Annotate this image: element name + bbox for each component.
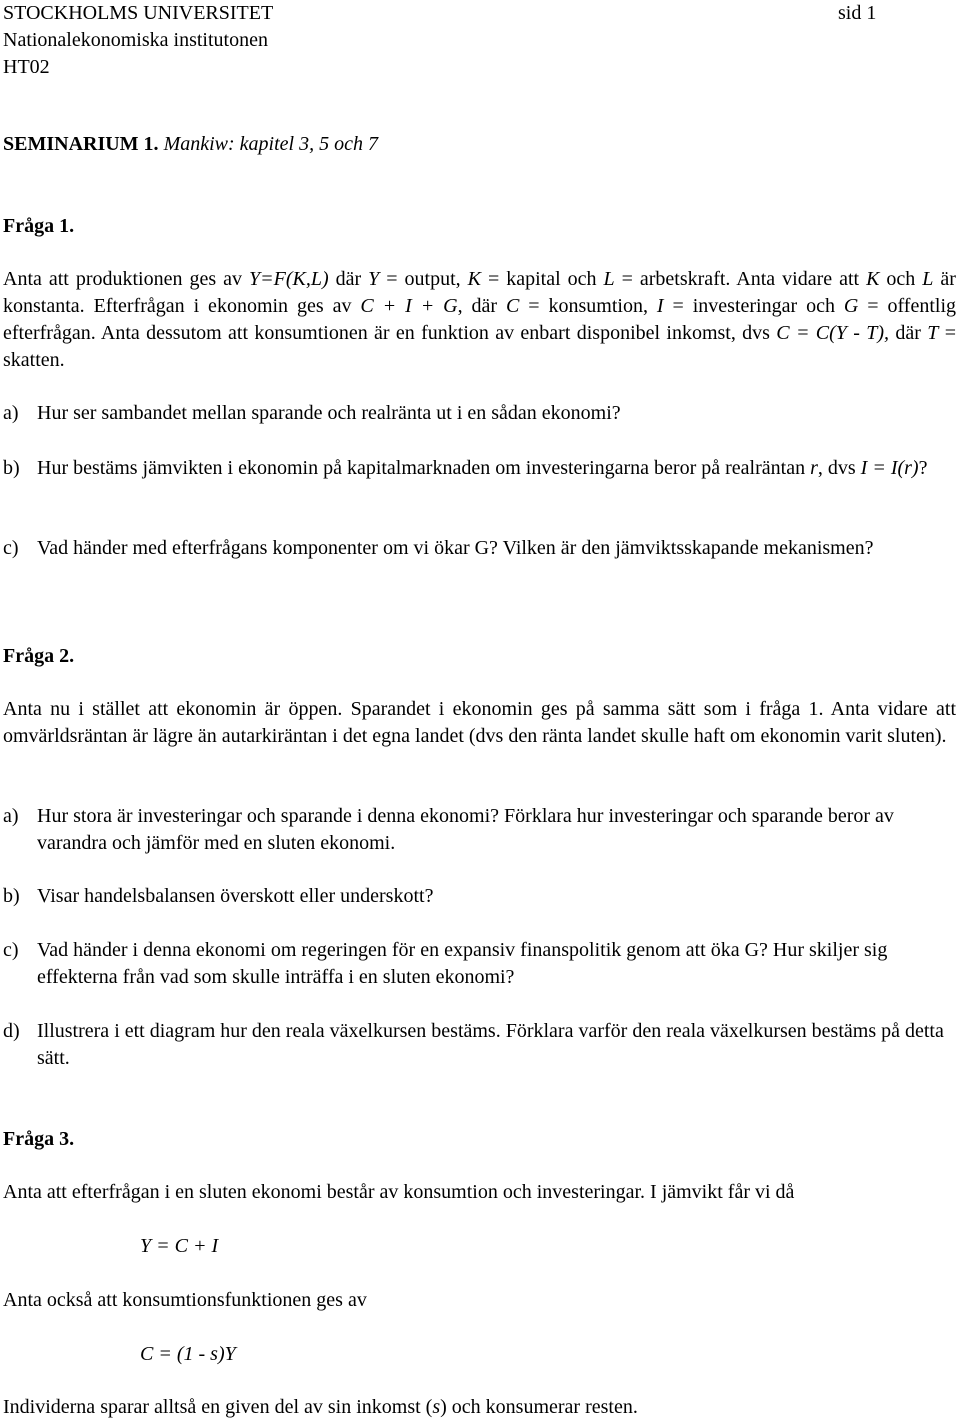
item-text: Hur bestäms jämvikten i ekonomin på kapitalmarknaden om investeringarna beror på realräntan r, dvs I = I(r)? <box>37 457 928 479</box>
item-text: Vad händer i denna ekonomi om regeringen för en expansiv finanspolitik genom att öka G? Hur skiljer sig effekterna från vad som skulle inträffa i en sluten ekonomi? <box>37 939 888 988</box>
item-text: Hur ser sambandet mellan sparande och realränta ut i en sådan ekonomi? <box>37 402 621 424</box>
q2-item-c <box>3 937 956 991</box>
item-label: b) <box>3 885 20 907</box>
item-label: c) <box>3 537 19 559</box>
consumption-equation: C = (1 - s)Y <box>140 1343 236 1365</box>
q3-intro: Anta att efterfrågan i en sluten ekonomi består av konsumtion och investeringar. I jämvikt får vi då <box>3 1181 795 1203</box>
department-name: Nationalekonomiska institutonen <box>3 29 268 51</box>
seminar-label: SEMINARIUM 1. <box>3 133 159 155</box>
university-name: STOCKHOLMS UNIVERSITET <box>3 2 274 24</box>
seminar-title <box>3 131 956 158</box>
q1-item-c <box>3 535 956 562</box>
item-label: d) <box>3 1020 20 1042</box>
q3-heading: Fråga 3. <box>3 1128 75 1150</box>
q3-consumption-intro: Anta också att konsumtionsfunktionen ges av <box>3 1289 367 1311</box>
item-label: a) <box>3 805 19 827</box>
q3-final: Individerna sparar alltså en given del av sin inkomst (s) och konsumerar resten. <box>3 1396 638 1418</box>
q2-item-b <box>3 883 956 910</box>
q1-heading: Fråga 1. <box>3 215 75 237</box>
page-number: sid 1 <box>838 2 877 24</box>
q1-item-a <box>3 400 956 427</box>
term-label: HT02 <box>3 56 50 78</box>
item-text: Illustrera i ett diagram hur den reala växelkursen bestäms. Förklara varför den reala växelkursen bestäms på detta sätt. <box>37 1020 944 1069</box>
item-text: Vad händer med efterfrågans komponenter om vi ökar G? Vilken är den jämviktsskapande mekanismen? <box>37 537 874 559</box>
equilibrium-equation: Y = C + I <box>140 1235 219 1257</box>
q1-intro: Anta att produktionen ges av Y=F(K,L) där Y = output, K = kapital och L = arbetskraft. Anta vidare att K och L är konstanta. Efterfrågan i ekonomin ges av C + I + G, där C = konsumtion, I = investeringar och G = offentlig efterfrågan. Anta dessutom att konsumtionen är en funktion av enbart disponibel inkomst, dvs C = C(Y - T), där T = skatten. <box>3 268 957 371</box>
item-label: c) <box>3 939 19 961</box>
item-text: Hur stora är investeringar och sparande i denna ekonomi? Förklara hur investeringar och sparande beror av varandra och jämför med en sluten ekonomi. <box>37 805 894 854</box>
q2-item-d <box>3 1018 956 1072</box>
q1-item-b <box>3 455 956 482</box>
item-label: b) <box>3 457 20 479</box>
seminar-reading: Mankiw: kapitel 3, 5 och 7 <box>163 133 378 155</box>
q2-intro: Anta nu i stället att ekonomin är öppen. Sparandet i ekonomin ges på samma sätt som i fråga 1. Anta vidare att omvärldsräntan är lägre än autarkiräntan i det egna landet (dvs den ränta landet skulle haft om ekonomin varit sluten). <box>3 698 956 747</box>
q2-item-a <box>3 803 956 857</box>
item-label: a) <box>3 402 19 424</box>
item-text: Visar handelsbalansen överskott eller underskott? <box>37 885 434 907</box>
q2-heading: Fråga 2. <box>3 645 75 667</box>
